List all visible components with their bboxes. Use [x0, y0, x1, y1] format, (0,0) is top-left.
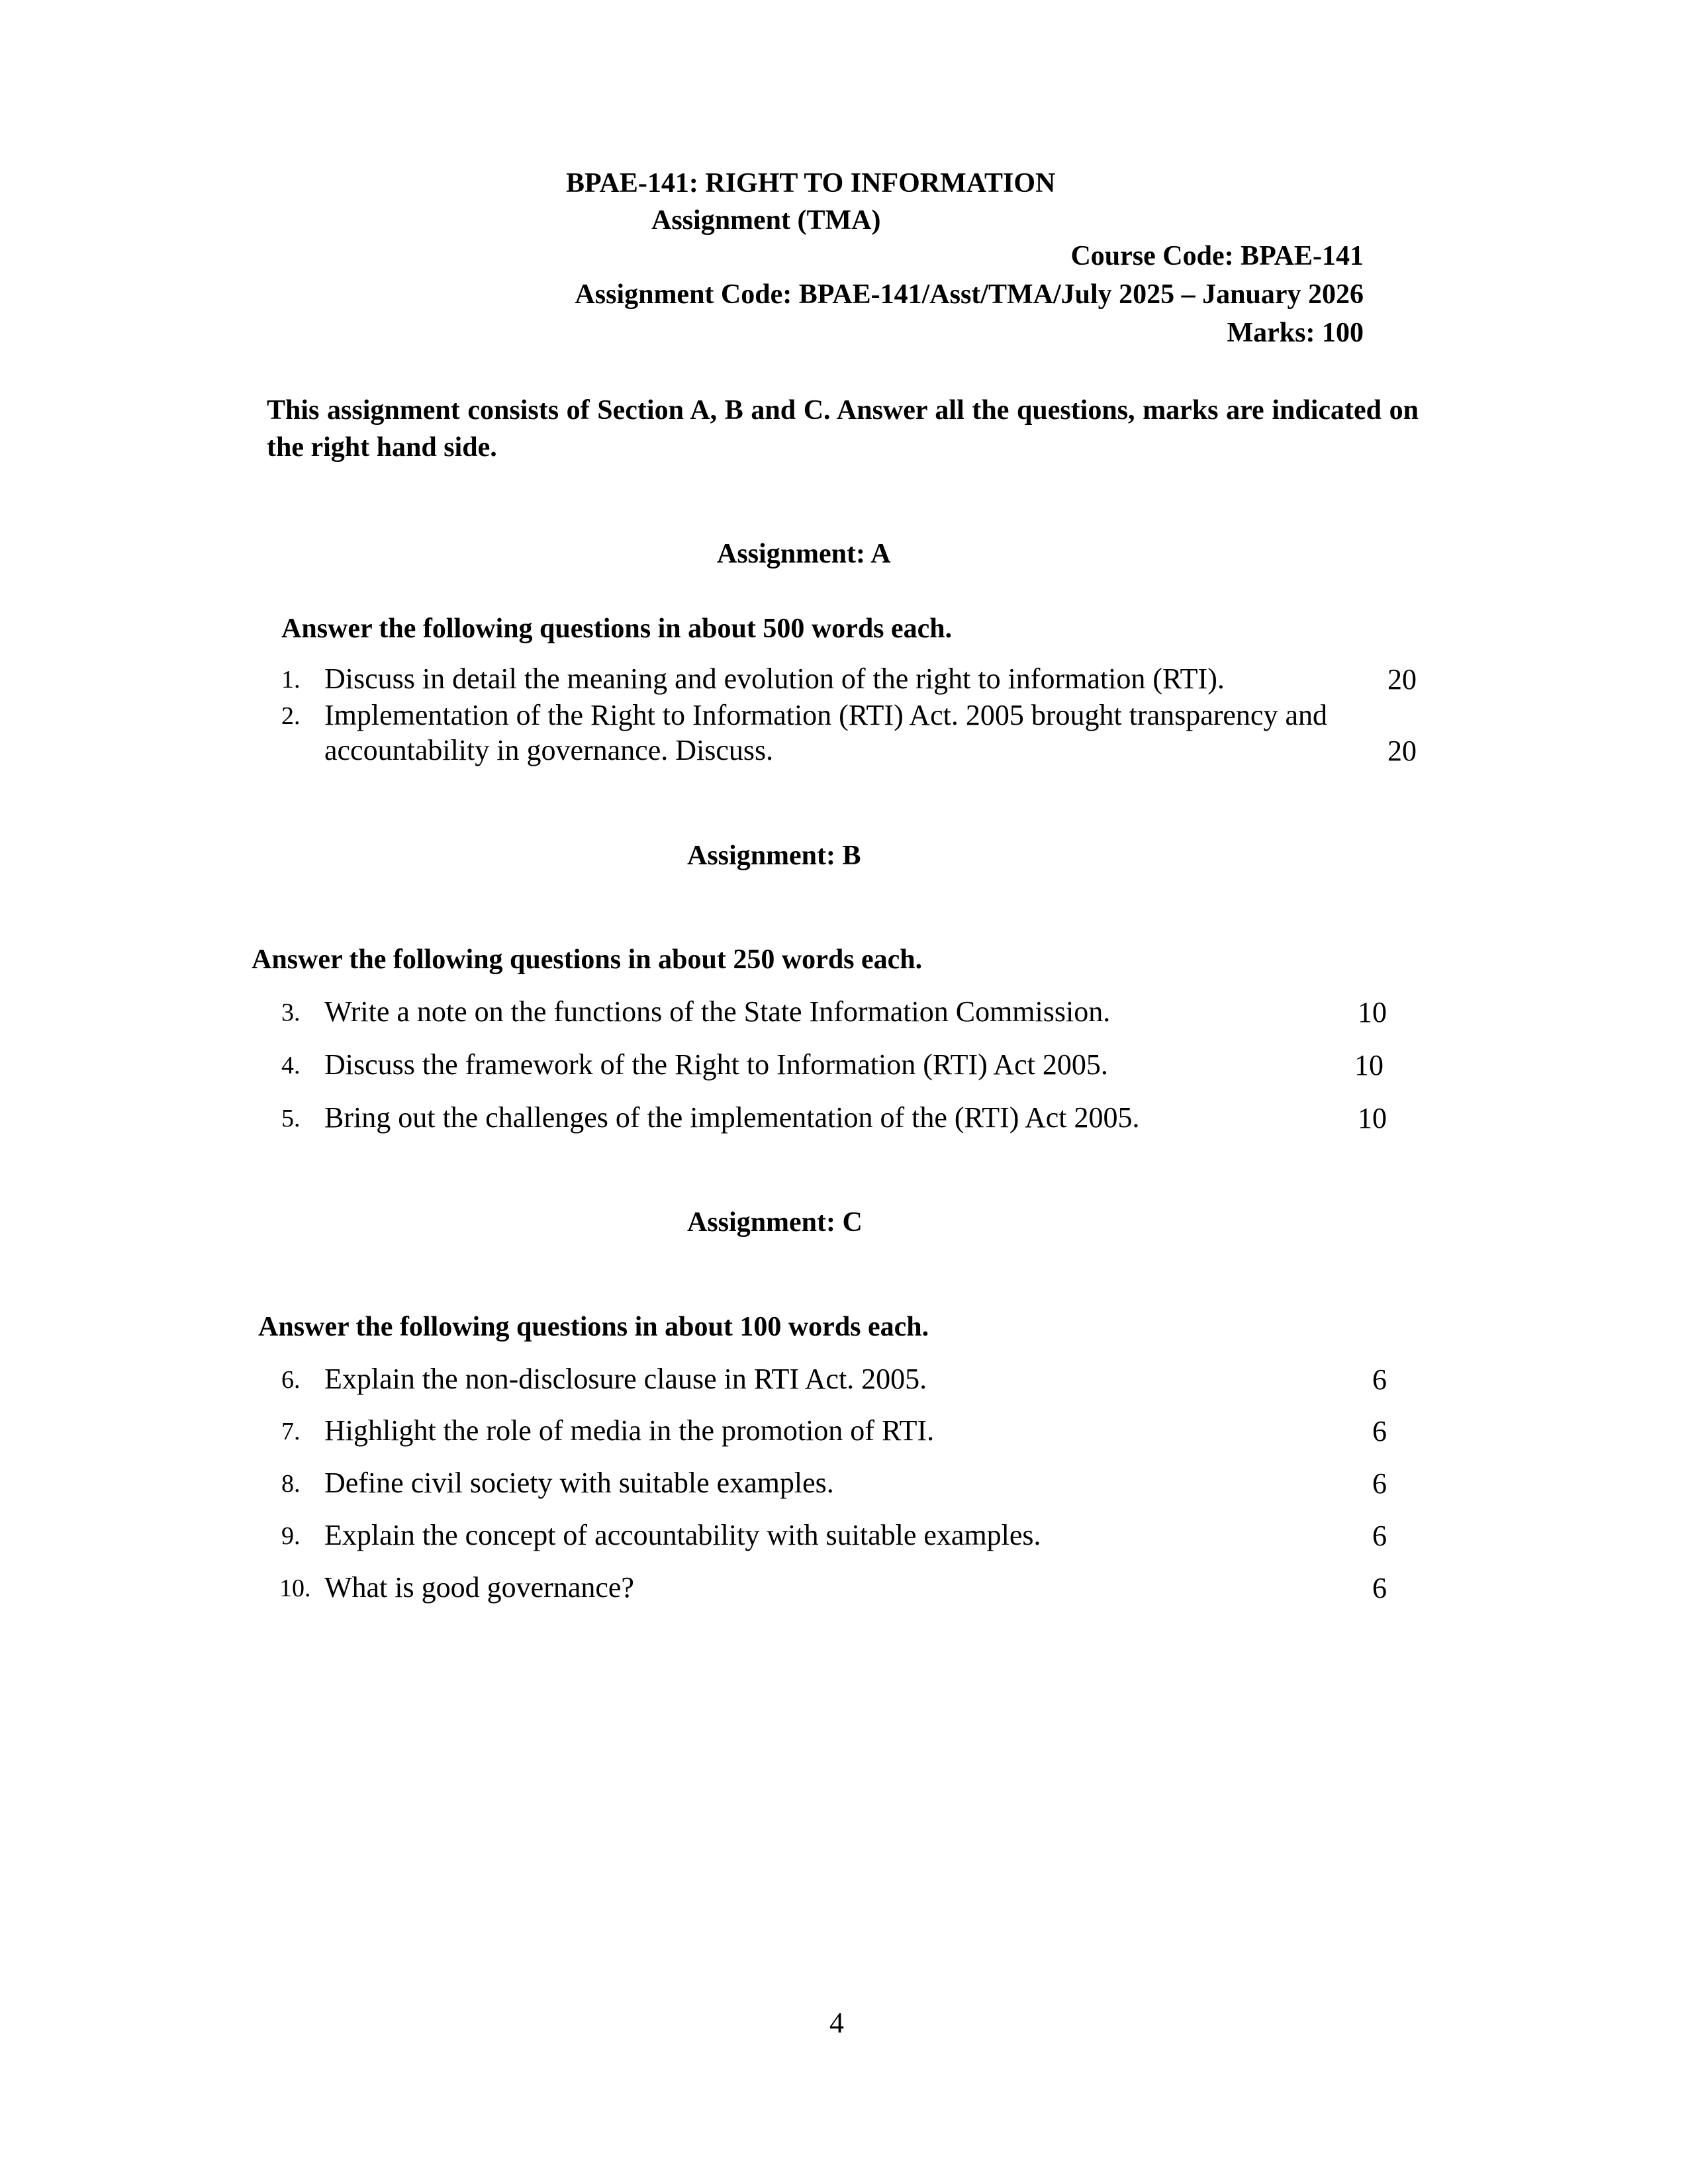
question-text: Define civil society with suitable examples. [324, 1467, 834, 1499]
question-text: Explain the non-disclosure clause in RTI Act. 2005. [324, 1363, 927, 1395]
section-b-title: Assignment: B [687, 841, 861, 871]
question-marks: 20 [1387, 735, 1417, 767]
course-code: Course Code: BPAE-141 [1070, 241, 1364, 271]
section-a-title: Assignment: A [717, 539, 891, 569]
document-subtitle: Assignment (TMA) [651, 205, 881, 236]
question-marks: 10 [1358, 996, 1387, 1028]
question-text: Discuss in detail the meaning and evolution of the right to information (RTI). [324, 662, 1225, 695]
question-marks: 10 [1358, 1102, 1387, 1134]
question-text: Write a note on the functions of the State Information Commission. [324, 995, 1111, 1028]
question-text-line-1: Implementation of the Right to Information (RTI) Act. 2005 brought transparency and [324, 699, 1327, 731]
total-marks: Marks: 100 [1227, 318, 1364, 348]
intro-paragraph: This assignment consists of Section A, B and C. Answer all the questions, marks are indicated on the right hand side. [267, 395, 1419, 463]
question-text: What is good governance? [324, 1571, 634, 1604]
question-number: 6. [281, 1366, 301, 1394]
question-number: 7. [281, 1418, 301, 1445]
question-number: 2. [281, 702, 301, 730]
section-c-instruction: Answer the following questions in about 100 words each. [258, 1312, 929, 1342]
assignment-code: Assignment Code: BPAE-141/Asst/TMA/July 2025 – January 2026 [575, 279, 1364, 310]
question-number: 8. [281, 1470, 301, 1498]
question-text: Bring out the challenges of the implementation of the (RTI) Act 2005. [324, 1101, 1140, 1134]
question-text: Highlight the role of media in the promotion of RTI. [324, 1414, 935, 1447]
section-c-title: Assignment: C [687, 1207, 863, 1238]
question-text: Explain the concept of accountability with suitable examples. [324, 1519, 1041, 1551]
question-number: 10. [279, 1574, 311, 1602]
question-marks: 6 [1372, 1520, 1387, 1552]
question-number: 4. [281, 1052, 301, 1079]
question-marks: 6 [1372, 1363, 1387, 1396]
question-number: 3. [281, 999, 301, 1026]
section-a-instruction: Answer the following questions in about 500 words each. [281, 614, 953, 644]
question-marks: 6 [1372, 1415, 1387, 1447]
section-b-instruction: Answer the following questions in about 250 words each. [252, 944, 923, 975]
question-number: 9. [281, 1522, 301, 1550]
question-marks: 6 [1372, 1467, 1387, 1500]
page-number: 4 [829, 2007, 844, 2039]
question-text: Discuss the framework of the Right to Information (RTI) Act 2005. [324, 1048, 1108, 1081]
document-title: BPAE-141: RIGHT TO INFORMATION [566, 168, 1056, 199]
question-marks: 6 [1372, 1572, 1387, 1604]
question-marks: 20 [1387, 663, 1417, 696]
question-text-line-2: accountability in governance. Discuss. [324, 734, 774, 766]
question-number: 1. [281, 666, 301, 694]
question-marks: 10 [1354, 1049, 1383, 1081]
question-number: 5. [281, 1105, 301, 1132]
